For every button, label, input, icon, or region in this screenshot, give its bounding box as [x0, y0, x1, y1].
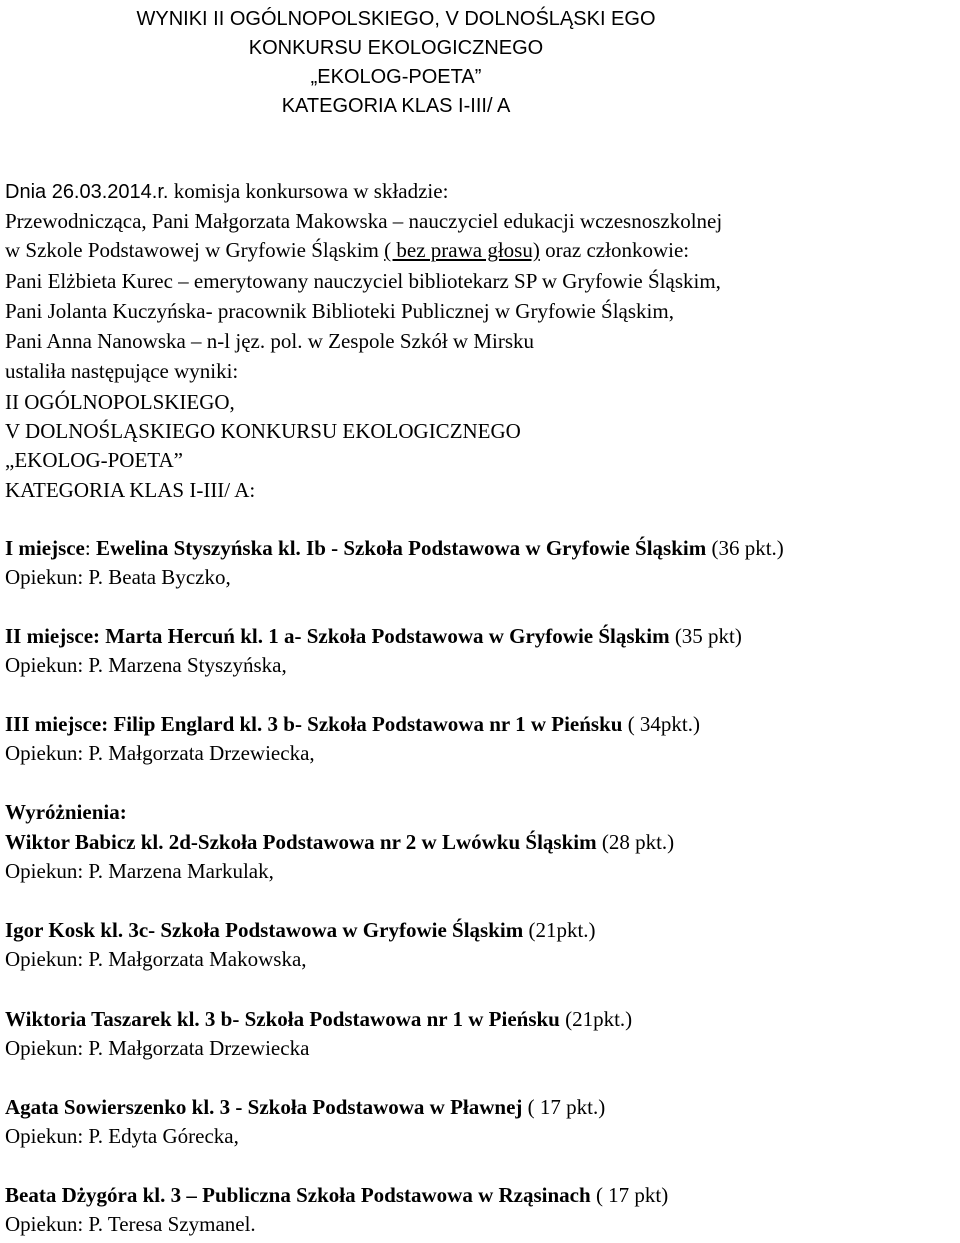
distinctions-heading: Wyróżnienia:: [5, 800, 127, 824]
title-line-1: WYNIKI II OGÓLNOPOLSKIEGO, V DOLNOŚLĄSKI EGO: [136, 8, 656, 30]
result-1-tutor: Opiekun: P. Beata Byczko,: [5, 565, 231, 589]
distinction-score: ( 17 pkt): [590, 1183, 669, 1207]
members-label: oraz członkowie:: [539, 238, 690, 262]
result-winner: Ewelina Styszyńska kl. Ib - Szkoła Podstawowa w Gryfowie Śląskim: [95, 536, 707, 560]
result-3-line: [5, 711, 700, 737]
heading2-line-3: „EKOLOG-POETA”: [5, 448, 183, 472]
member-line-1: Pani Elżbieta Kurec – emerytowany nauczyciel bibliotekarz SP w Gryfowie Śląskim,: [5, 269, 721, 293]
distinction-1-line: [5, 829, 674, 855]
distinction-2-tutor: Opiekun: P. Małgorzata Makowska,: [5, 947, 307, 971]
title-line-2: KONKURSU EKOLOGICZNEGO: [248, 37, 544, 59]
distinction-4-line: [5, 1094, 605, 1120]
no-vote-note: ( bez prawa głosu): [384, 238, 540, 262]
result-place: I miejsce: [5, 536, 85, 560]
distinction-score: (28 pkt.): [596, 830, 675, 854]
member-line-2: Pani Jolanta Kuczyńska- pracownik Biblioteki Publicznej w Gryfowie Śląskim,: [5, 299, 674, 323]
result-score: (35 pkt): [669, 624, 742, 648]
date-line: [5, 178, 448, 205]
distinction-winner: Wiktoria Taszarek kl. 3 b- Szkoła Podstawowa nr 1 w Pieńsku: [5, 1007, 560, 1031]
result-score: ( 34pkt.): [622, 712, 701, 736]
committee-label: komisja konkursowa w składzie:: [168, 179, 449, 203]
result-winner: Marta Hercuń kl. 1 a- Szkoła Podstawowa w Gryfowie Śląskim: [105, 624, 670, 648]
result-2-tutor: Opiekun: P. Marzena Styszyńska,: [5, 653, 287, 677]
result-score: (36 pkt.): [706, 536, 784, 560]
member-line-3: [5, 328, 534, 354]
distinction-score: (21pkt.): [523, 918, 596, 942]
results-intro: ustaliła następujące wyniki:: [5, 359, 239, 383]
result-winner: Filip Englard kl. 3 b- Szkoła Podstawowa nr 1 w Pieńsku: [113, 712, 623, 736]
result-colon: :: [84, 536, 96, 560]
heading2-line-1: II OGÓLNOPOLSKIEGO,: [5, 390, 235, 414]
school-line: [5, 237, 689, 263]
distinction-3-line: [5, 1006, 632, 1032]
chair-line: Przewodnicząca, Pani Małgorzata Makowska – nauczyciel edukacji wczesnoszkolnej: [5, 209, 723, 233]
distinction-4-tutor: Opiekun: P. Edyta Górecka,: [5, 1124, 239, 1148]
heading2-line-4: KATEGORIA KLAS I-III/ A:: [5, 478, 256, 502]
result-place: II miejsce:: [5, 624, 101, 648]
distinction-3-tutor: Opiekun: P. Małgorzata Drzewiecka: [5, 1036, 310, 1060]
school-text: w Szkole Podstawowej w Gryfowie Śląskim: [5, 238, 385, 262]
distinction-winner: Wiktor Babicz kl. 2d-Szkoła Podstawowa nr 2 w Lwówku Śląskim: [5, 830, 597, 854]
title-line-3: „EKOLOG-POETA”: [310, 66, 482, 88]
result-place: III miejsce:: [5, 712, 109, 736]
distinction-5-tutor: Opiekun: P. Teresa Szymanel.: [5, 1212, 256, 1236]
distinction-winner: Beata Dżygóra kl. 3 – Publiczna Szkoła Podstawowa w Rząsinach: [5, 1183, 591, 1207]
distinction-score: ( 17 pkt.): [522, 1095, 606, 1119]
result-3-tutor: Opiekun: P. Małgorzata Drzewiecka,: [5, 741, 315, 765]
date: Dnia 26.03.2014.r.: [5, 181, 169, 203]
distinction-score: (21pkt.): [559, 1007, 633, 1031]
result-2-line: [5, 623, 742, 649]
title-line-4: KATEGORIA KLAS I-III/ A: [281, 95, 511, 117]
distinction-winner: Agata Sowierszenko kl. 3 - Szkoła Podstawowa w Pławnej: [5, 1095, 523, 1119]
member-3-name: Pani Anna Nanowska – n-l jęz. pol.: [5, 329, 308, 353]
distinction-2-line: [5, 917, 596, 943]
member-3-school: w Zespole Szkół w Mirsku: [307, 329, 535, 353]
distinction-1-tutor: Opiekun: P. Marzena Markulak,: [5, 859, 274, 883]
distinction-5-line: [5, 1182, 668, 1208]
result-1-line: [5, 535, 784, 561]
heading2-line-2: V DOLNOŚLĄSKIEGO KONKURSU EKOLOGICZNEGO: [5, 419, 521, 443]
distinction-winner: Igor Kosk kl. 3c- Szkoła Podstawowa w Gryfowie Śląskim: [5, 918, 524, 942]
